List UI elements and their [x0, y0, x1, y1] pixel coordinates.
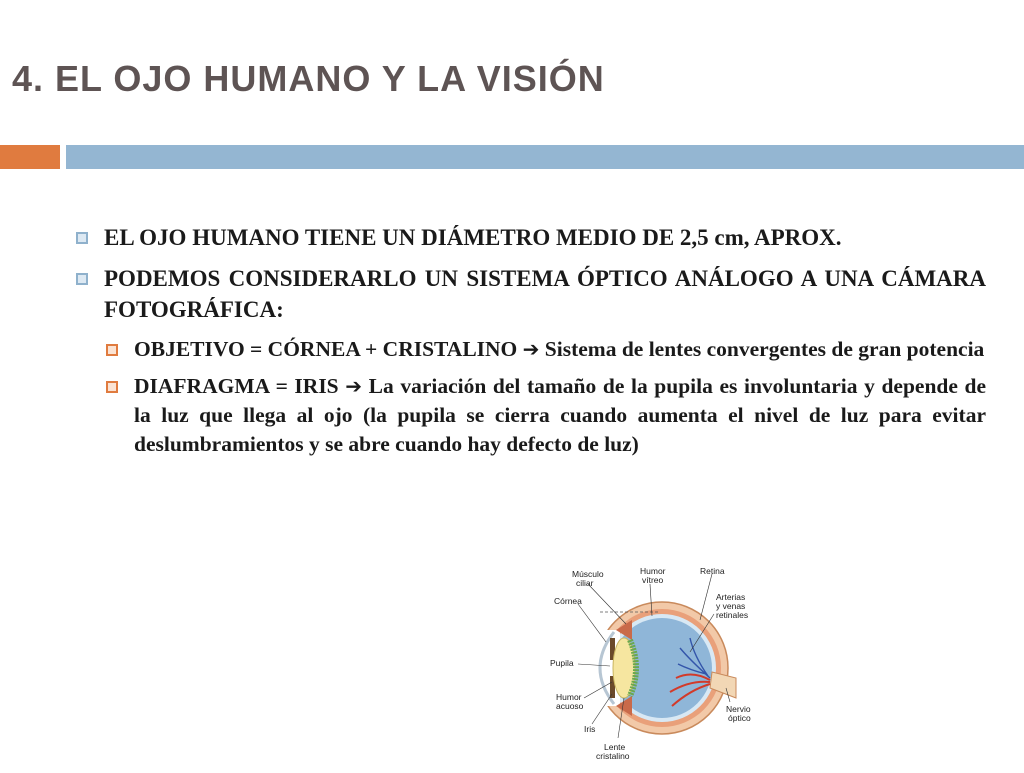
label-humor-vitreo: Humor: [640, 566, 666, 576]
label-lente-cristalino-2: cristalino: [596, 751, 630, 761]
title-accent-bar: [0, 145, 60, 169]
label-pupila: Pupila: [550, 658, 574, 668]
label-cornea: Córnea: [554, 596, 582, 606]
label-musculo-ciliar-2: ciliar: [576, 578, 594, 588]
bullet-diameter: [72, 222, 986, 253]
label-nervio-optico-2: óptico: [728, 713, 751, 723]
square-bullet-icon: [76, 273, 88, 285]
sub-bullet-text: La variación del tamaño de la pupila es involuntaria y depende de la luz que llega al ojo (la pupila se cierra cuando aumenta el nivel de luz para evitar deslumbramientos y se abre cuando hay defecto de luz): [134, 374, 987, 456]
label-humor-acuoso: Humor: [556, 692, 582, 702]
label-arterias: Arterias: [716, 592, 746, 602]
label-iris: Iris: [584, 724, 596, 734]
label-lente-cristalino: Lente: [604, 742, 626, 752]
square-bullet-icon: [106, 344, 118, 356]
right-arrow-icon: ➔: [345, 374, 363, 398]
bullet-text: EL OJO HUMANO TIENE UN DIÁMETRO MEDIO DE 2,5 cm, APROX.: [104, 225, 842, 250]
label-humor-vitreo-2: vítreo: [642, 575, 664, 585]
eye-anatomy-diagram: [540, 560, 770, 768]
square-bullet-icon: [106, 381, 118, 393]
label-nervio-optico: Nervio: [726, 704, 751, 714]
label-arterias-2: y venas: [716, 601, 746, 611]
sub-bullet-diafragma: [102, 372, 986, 459]
sub-bullet-lead: OBJETIVO = CÓRNEA + CRISTALINO: [134, 337, 518, 361]
sub-bullet-text: Sistema de lentes convergentes de gran potencia: [544, 337, 985, 361]
bullet-list: [72, 222, 986, 467]
sub-bullet-objetivo: [102, 335, 986, 364]
sub-bullet-lead: DIAFRAGMA = IRIS: [134, 374, 339, 398]
eye-diagram-svg: [540, 560, 770, 768]
label-humor-acuoso-2: acuoso: [556, 701, 584, 711]
slide-title: 4. EL OJO HUMANO Y LA VISIÓN: [12, 58, 605, 99]
square-bullet-icon: [76, 232, 88, 244]
label-retina: Retina: [700, 566, 725, 576]
right-arrow-icon: ➔: [522, 337, 540, 361]
title-divider-bar: [66, 145, 1024, 169]
bullet-optical-system: [72, 263, 986, 325]
label-arterias-3: retinales: [716, 610, 749, 620]
bullet-text: PODEMOS CONSIDERARLO UN SISTEMA ÓPTICO ANÁLOGO A UNA CÁMARA FOTOGRÁFICA:: [104, 266, 986, 322]
label-musculo-ciliar: Músculo: [572, 569, 604, 579]
